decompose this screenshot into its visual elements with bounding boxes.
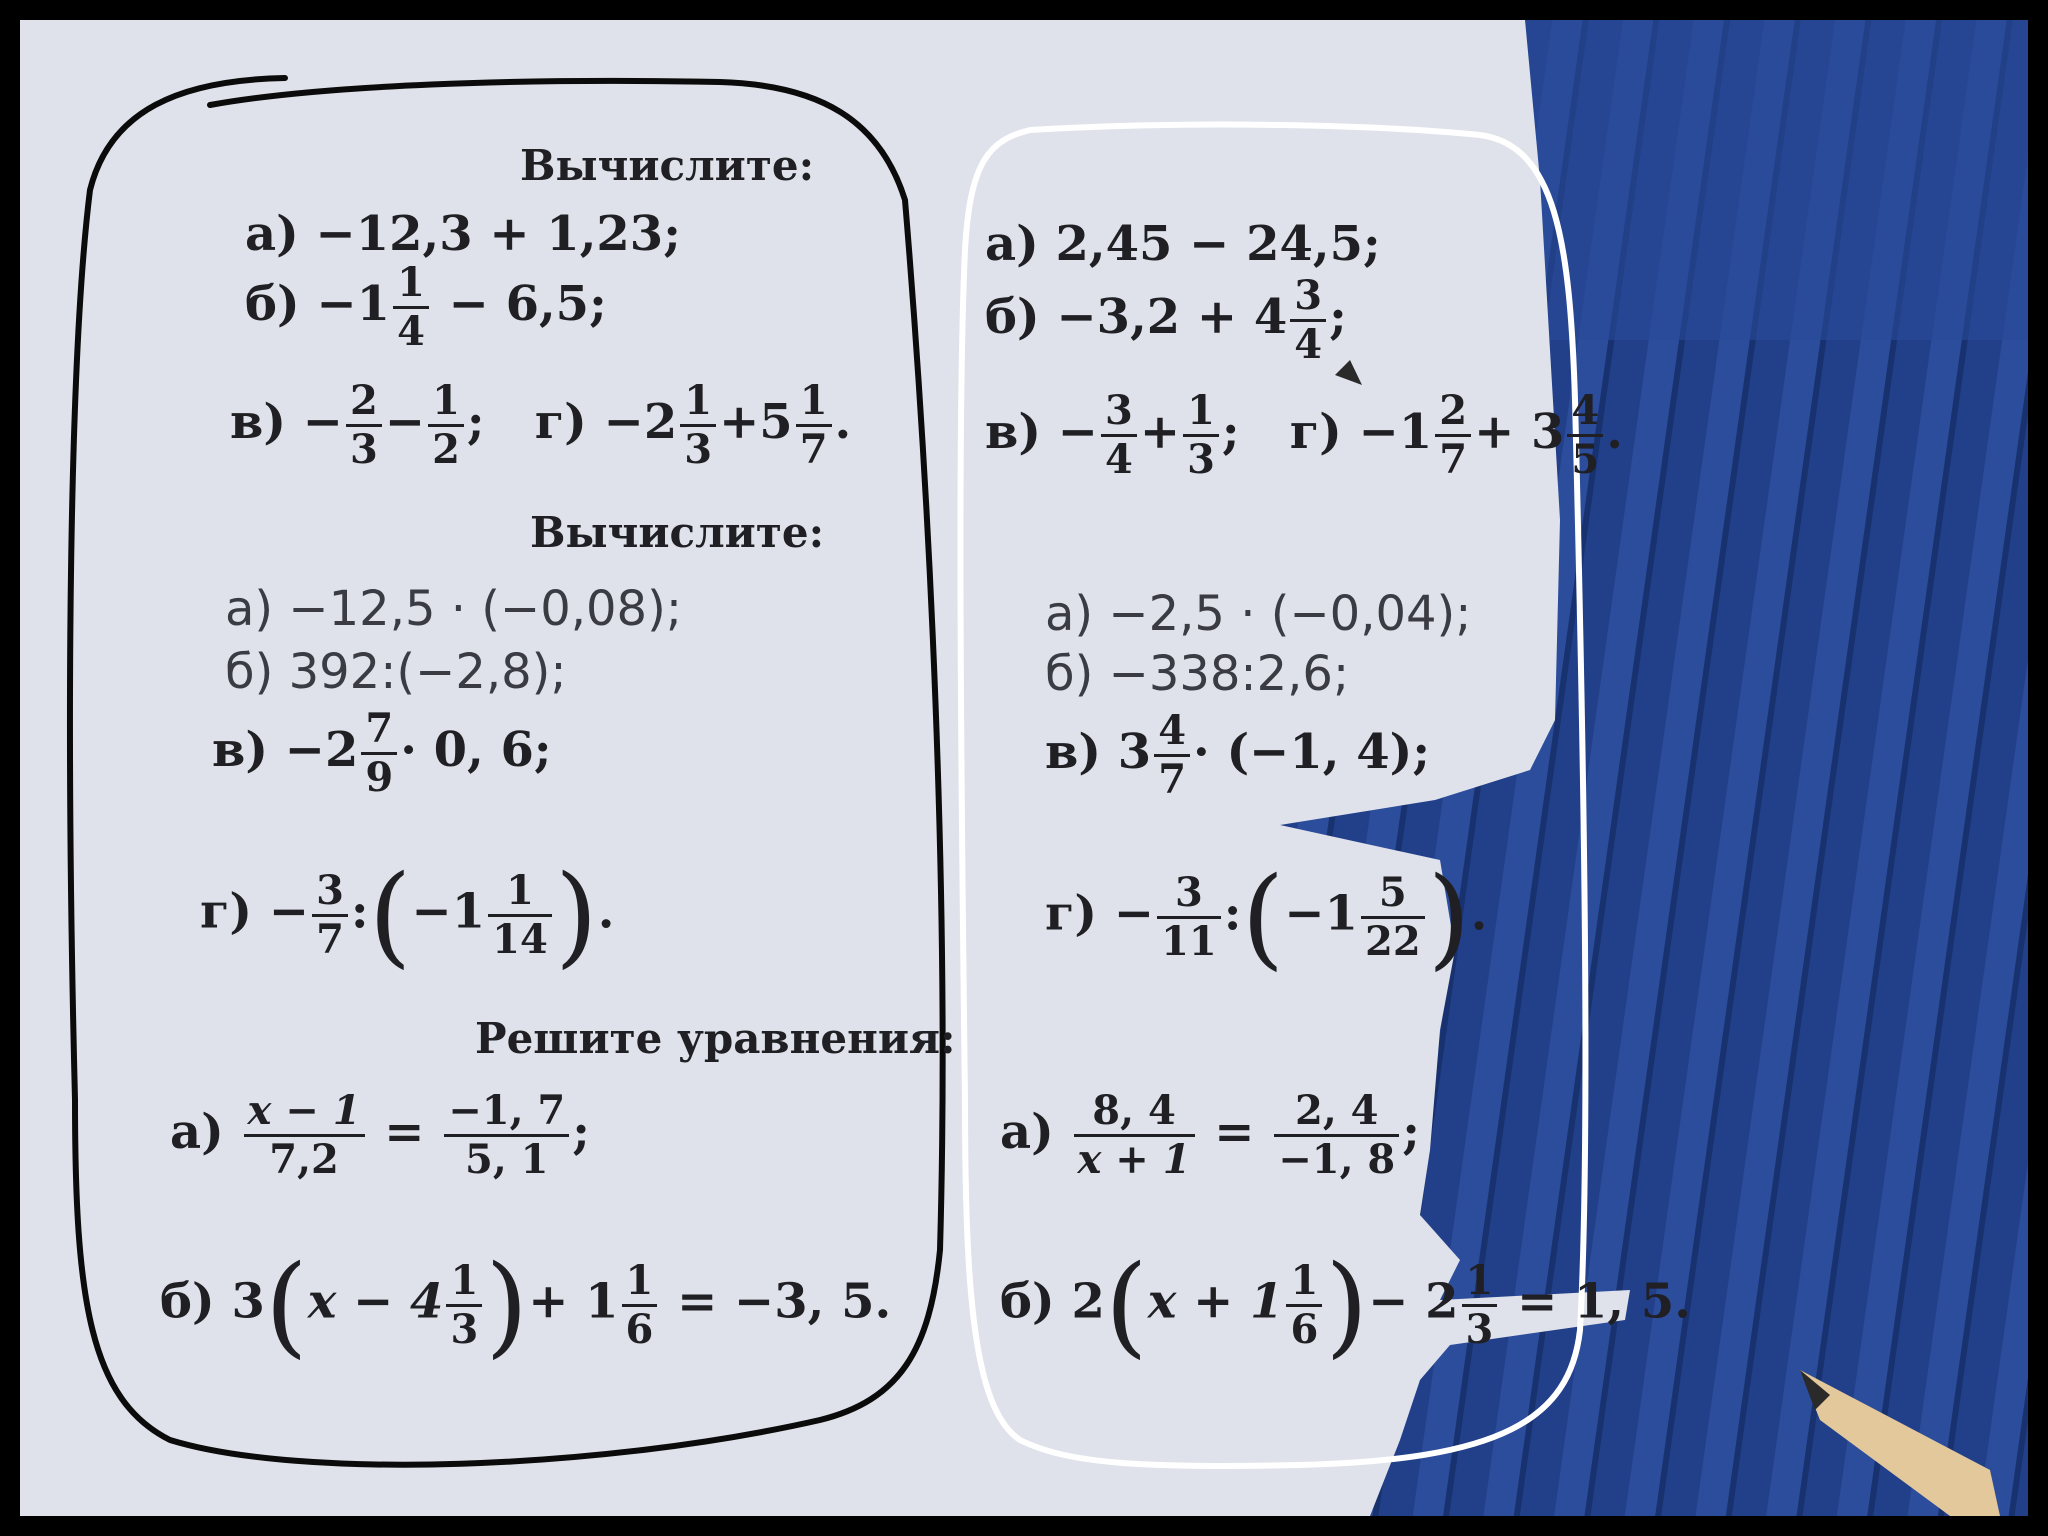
problem-left-3b: б) 3(x − 4 $\frac{1}{3}$ )+ 1 $\frac{1}{6}$ = −3, 5. bbox=[160, 1241, 892, 1369]
problem-right-1v-1g: в) − $\frac{3}{4}$ + $\frac{1}{3}$ ; г) −1 $\frac{2}{7}$ + 3 $\frac{4}{5}$ . bbox=[985, 387, 1623, 483]
problem-left-1b: б) −1 $\frac{1}{4}$ − 6,5; bbox=[245, 259, 607, 355]
problem-left-2v: в) −2 $\frac{7}{9}$ · 0, 6; bbox=[212, 705, 552, 801]
problem-right-3b: б) 2(x + 1 $\frac{1}{6}$ )− 2 $\frac{1}{3}$ = 1, 5. bbox=[1000, 1241, 1691, 1369]
heading-equations: Решите уравнения: bbox=[475, 1014, 956, 1063]
problem-left-2g: г) − $\frac{3}{7}$ :(−1 $\frac{1}{14}$ ). bbox=[200, 851, 615, 979]
problem-left-3a: а) $\frac{x - 1}{7,2}$ = $\frac{-1, 7}{5, 1}$ ; bbox=[170, 1087, 590, 1183]
problem-right-1b: б) −3,2 + 4 $\frac{3}{4}$ ; bbox=[985, 272, 1347, 368]
problem-right-3a: а) $\frac{8, 4}{x + 1}$ = $\frac{2, 4}{-1, 8}$ ; bbox=[1000, 1087, 1420, 1183]
heading-compute-1: Вычислите: bbox=[520, 141, 815, 190]
problem-right-2b: б) −338:2,6; bbox=[1045, 646, 1350, 702]
problem-right-1a: а) 2,45 − 24,5; bbox=[985, 216, 1381, 272]
heading-compute-2: Вычислите: bbox=[530, 508, 825, 557]
problem-right-2g: г) − $\frac{3}{11}$ :(−1 $\frac{5}{22}$ ). bbox=[1045, 853, 1488, 981]
problem-left-1a: а) −12,3 + 1,23; bbox=[245, 206, 681, 262]
problem-left-2a: а) −12,5 · (−0,08); bbox=[225, 581, 682, 637]
problem-left-1v-1g: в) − $\frac{2}{3}$ − $\frac{1}{2}$ ; г) −2 $\frac{1}{3}$ +5 $\frac{1}{7}$ . bbox=[230, 377, 852, 473]
problem-right-2a: а) −2,5 · (−0,04); bbox=[1045, 586, 1472, 642]
problem-right-2v: в) 3 $\frac{4}{7}$ · (−1, 4); bbox=[1045, 707, 1431, 803]
problem-left-2b: б) 392:(−2,8); bbox=[225, 644, 567, 700]
